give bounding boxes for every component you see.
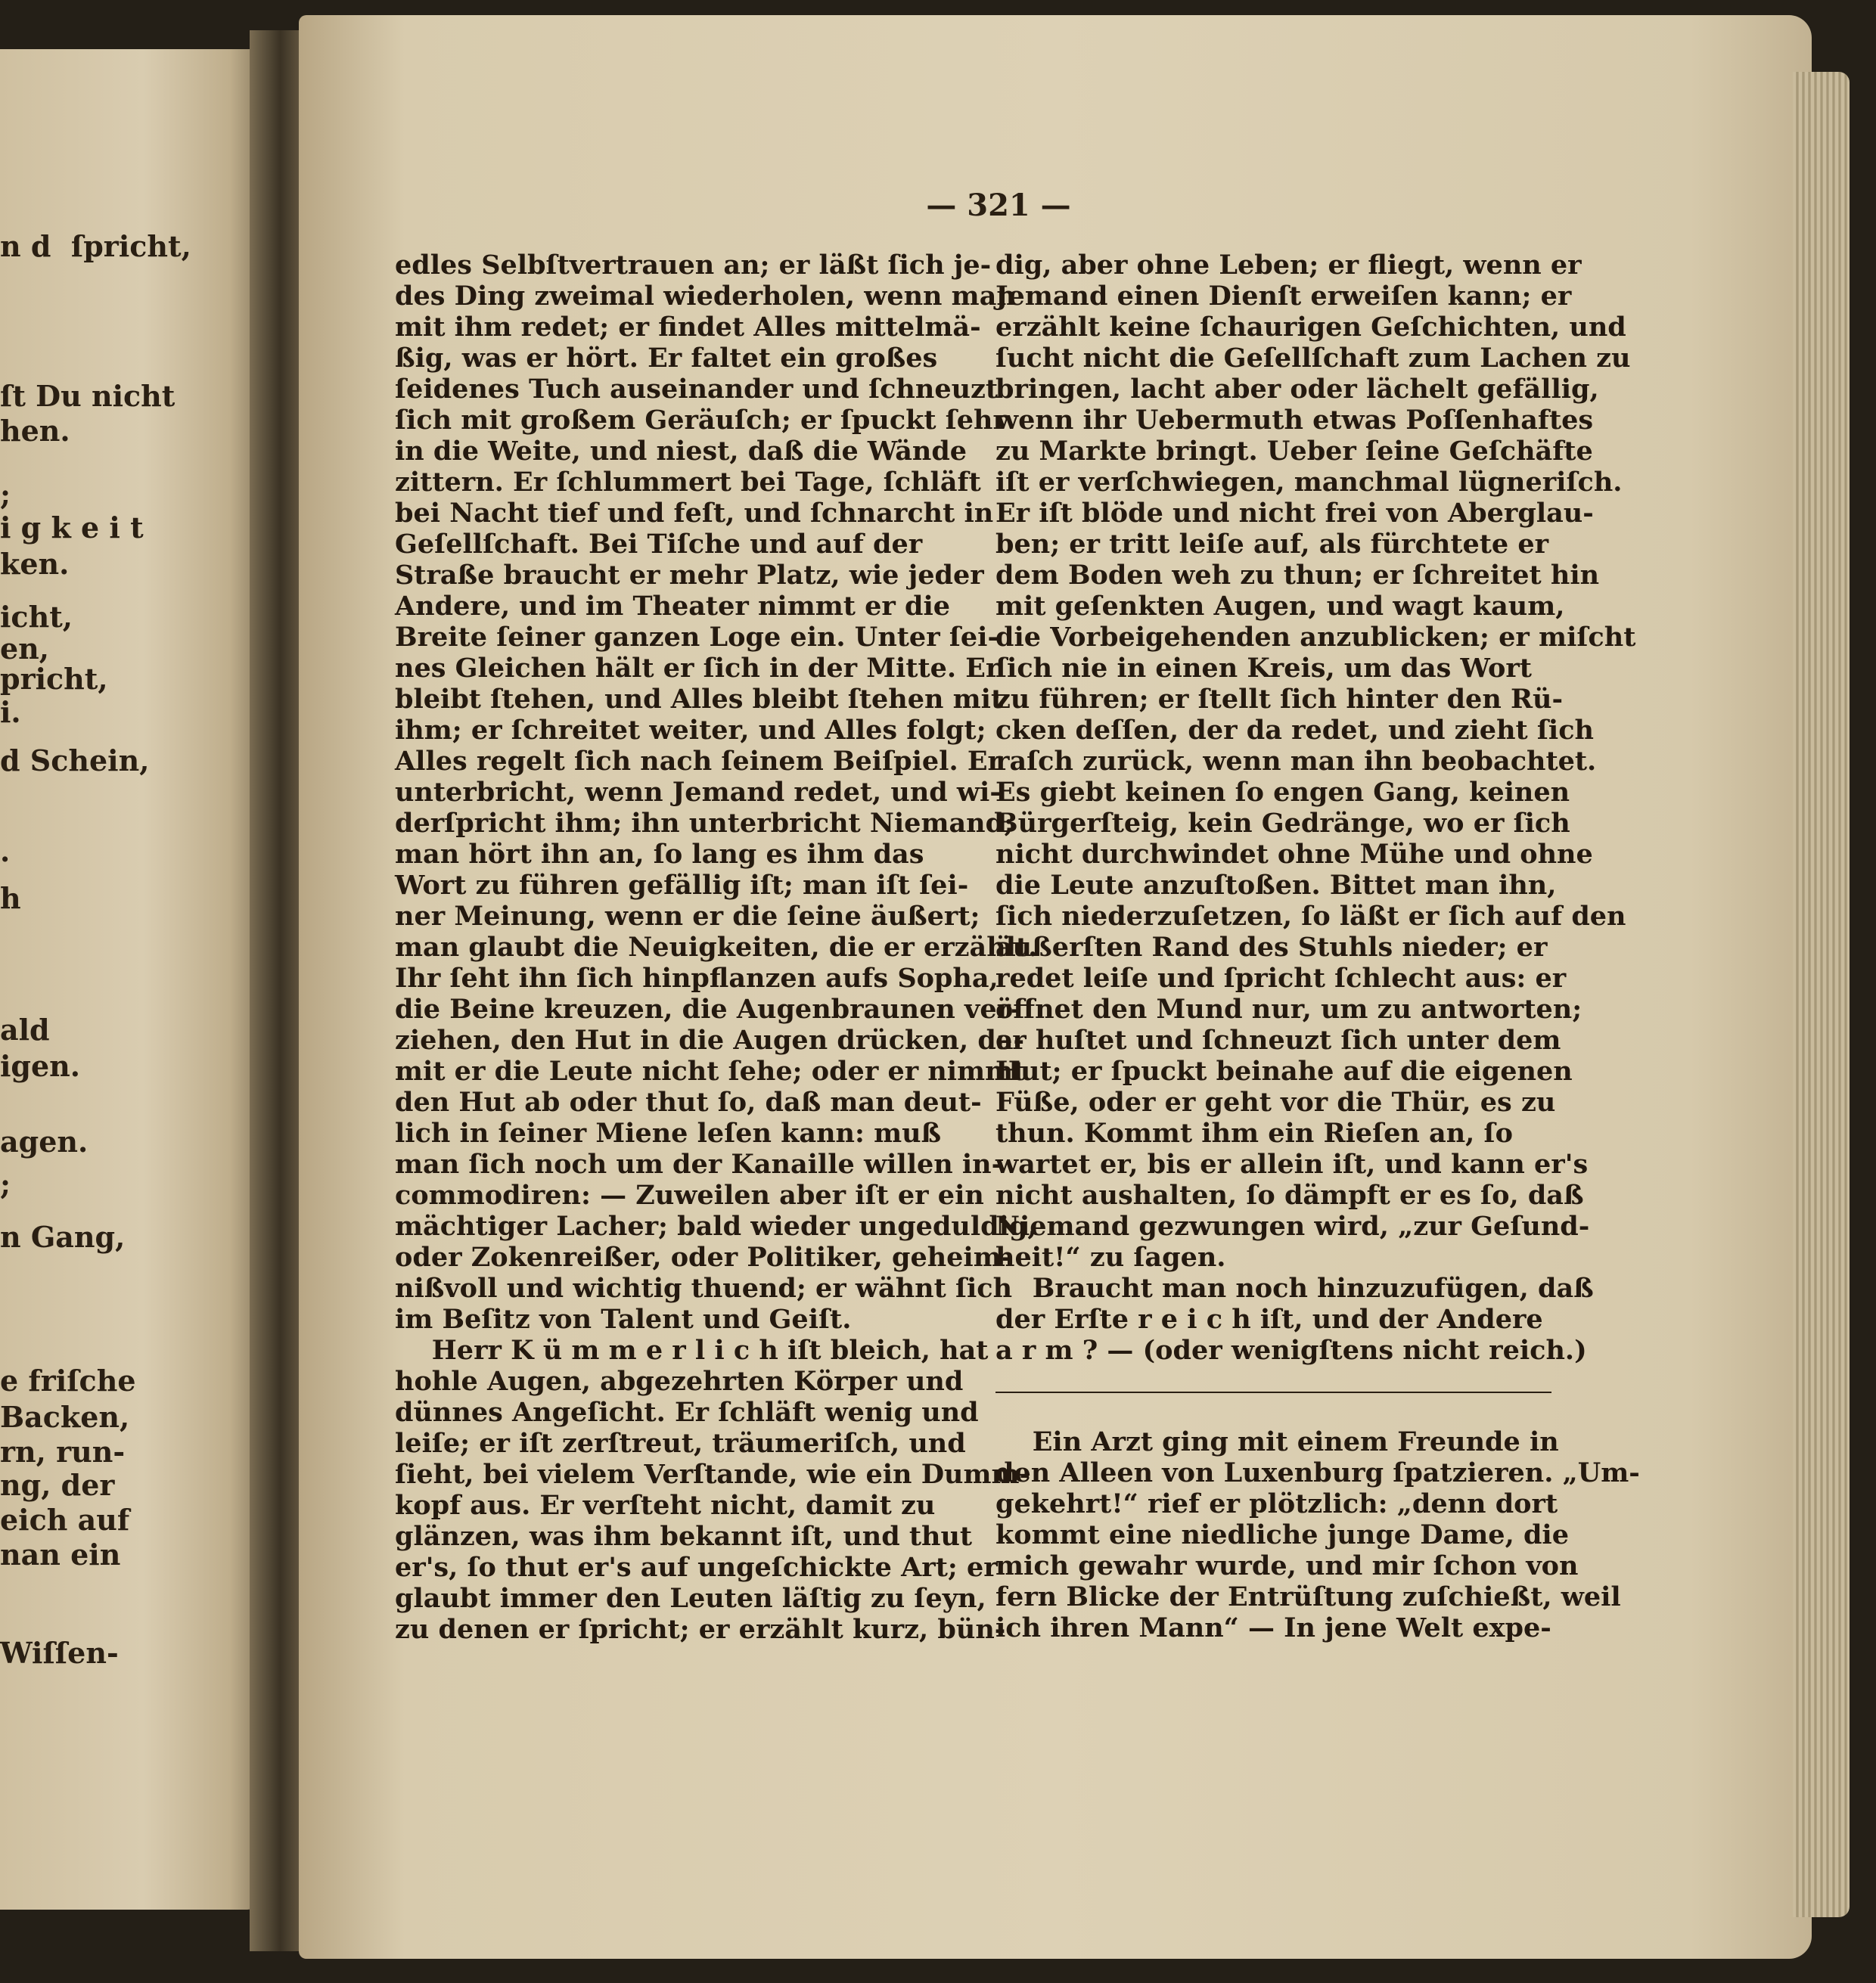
text-line: fern Blicke der Entrüſtung zuſchießt, weil	[995, 1581, 1621, 1612]
text-line: glaubt immer den Leuten läſtig zu ſeyn,	[395, 1583, 986, 1614]
left-page-fragment: i g k e i t	[0, 510, 144, 545]
text-line: kopf aus. Er verſteht nicht, damit zu	[395, 1490, 936, 1521]
text-line: ſeidenes Tuch auseinander und ſchneuzt	[395, 374, 999, 405]
left-page-fragment: ;	[0, 477, 11, 511]
left-page-fragment: ;	[0, 1167, 11, 1201]
text-line: öffnet den Mund nur, um zu antworten;	[995, 994, 1582, 1025]
text-line: erzählt keine ſchaurigen Geſchichten, und	[995, 312, 1626, 343]
text-line: Bürgerſteig, kein Gedränge, wo er ſich	[995, 808, 1570, 839]
text-line: bleibt ſtehen, und Alles bleibt ſtehen mit	[395, 684, 1004, 715]
text-line: hohle Augen, abgezehrten Körper und	[395, 1366, 964, 1397]
left-page-fragment: icht,	[0, 600, 73, 634]
left-page-fragment: en,	[0, 632, 50, 666]
page-edges	[1793, 72, 1850, 1917]
left-page-fragment: hen.	[0, 414, 70, 448]
text-line: nicht aushalten, ſo dämpft er es ſo, daß	[995, 1180, 1584, 1211]
text-line: commodiren: — Zuweilen aber iſt er ein	[395, 1180, 984, 1211]
left-page-fragment: eich auf	[0, 1503, 130, 1537]
text-line: a r m ? — (oder wenigſtens nicht reich.)	[995, 1335, 1587, 1366]
text-line: nes Gleichen hält er ſich in der Mitte. Er	[395, 653, 1000, 684]
text-line: wartet er, bis er allein iſt, und kann er's	[995, 1149, 1589, 1180]
text-line: Straße braucht er mehr Platz, wie jeder	[395, 560, 984, 591]
left-page-fragment: ken.	[0, 547, 70, 581]
text-line: cken deſſen, der da redet, und zieht ſich	[995, 715, 1594, 746]
text-line: edles Selbſtvertrauen an; er läßt ſich je-	[395, 250, 992, 281]
text-line: nicht durchwindet ohne Mühe und ohne	[995, 839, 1593, 870]
text-line: ſieht, bei vielem Verſtande, wie ein Dumm-	[395, 1459, 1031, 1490]
left-page-fragment: ſt Du nicht	[0, 379, 175, 413]
text-line: raſch zurück, wenn man ihn beobachtet.	[995, 746, 1597, 777]
left-page-fragment: .	[0, 834, 11, 868]
text-line: Wort zu führen gefällig iſt; man iſt ſei-	[395, 870, 969, 901]
text-line: die Beine kreuzen, die Augenbraunen ver-	[395, 994, 1022, 1025]
text-line: glänzen, was ihm bekannt iſt, und thut	[395, 1521, 973, 1552]
section-divider	[995, 1392, 1551, 1393]
text-line: der Erſte r e i c h iſt, und der Andere	[995, 1304, 1543, 1335]
left-page-fragment: i.	[0, 695, 21, 729]
text-line: er's, ſo thut er's auf ungeſchickte Art; er	[395, 1552, 998, 1583]
text-line: Ihr ſeht ihn ſich hinpflanzen aufs Sopha,	[395, 963, 999, 994]
left-page-fragment: Wiſſen-	[0, 1636, 119, 1670]
text-line: dem Boden weh zu thun; er ſchreitet hin	[995, 560, 1600, 591]
text-line: gekehrt!“ rief er plötzlich: „denn dort	[995, 1488, 1558, 1519]
text-line: Er iſt blöde und nicht frei von Aberglau-	[995, 498, 1594, 529]
text-line: wenn ihr Uebermuth etwas Poſſenhaftes	[995, 405, 1594, 436]
text-line: redet leiſe und ſpricht ſchlecht aus: er	[995, 963, 1567, 994]
left-page-fragment: rn, run-	[0, 1435, 126, 1469]
text-line: zittern. Er ſchlummert bei Tage, ſchläft	[395, 467, 981, 498]
text-line: ſich mit großem Geräuſch; er ſpuckt ſehr	[395, 405, 1007, 436]
text-line: ich ihren Mann“ — In jene Welt expe-	[995, 1612, 1551, 1643]
text-line: ſich niederzuſetzen, ſo läßt er ſich auf den	[995, 901, 1626, 932]
text-line: mich gewahr wurde, und mir ſchon von	[995, 1550, 1579, 1581]
text-line: dünnes Angeſicht. Er ſchläft wenig und	[395, 1397, 979, 1428]
text-line: kommt eine niedliche junge Dame, die	[995, 1519, 1569, 1550]
text-column-left	[395, 250, 1038, 1645]
text-line: die Leute anzuſtoßen. Bittet man ihn,	[995, 870, 1557, 901]
text-line: ßig, was er hört. Er faltet ein großes	[395, 343, 938, 374]
text-line: oder Zokenreißer, oder Politiker, geheim-	[395, 1242, 1013, 1273]
text-line: bei Nacht tief und feſt, und ſchnarcht in	[395, 498, 994, 529]
text-line: Alles regelt ſich nach ſeinem Beiſpiel. Er	[395, 746, 1002, 777]
text-line: zu denen er ſpricht; er erzählt kurz, bün-	[395, 1614, 1006, 1645]
text-line: dig, aber ohne Leben; er fliegt, wenn er	[995, 250, 1582, 281]
text-line: ben; er tritt leiſe auf, als fürchtete er	[995, 529, 1549, 560]
text-line: unterbricht, wenn Jemand redet, und wi-	[395, 777, 1001, 808]
left-page-fragment: igen.	[0, 1049, 81, 1083]
text-line: Füße, oder er geht vor die Thür, es zu	[995, 1087, 1556, 1118]
left-page-fragment: ald	[0, 1013, 50, 1047]
text-line: in die Weite, und niest, daß die Wände	[395, 436, 968, 467]
text-line: zu führen; er ſtellt ſich hinter den Rü-	[995, 684, 1564, 715]
text-line: des Ding zweimal wiederholen, wenn man	[395, 281, 1016, 312]
text-line: thun. Kommt ihm ein Rieſen an, ſo	[995, 1118, 1513, 1149]
text-line: Andere, und im Theater nimmt er die	[395, 591, 951, 622]
text-line: mit geſenkten Augen, und wagt kaum,	[995, 591, 1565, 622]
text-line: mit ihm redet; er findet Alles mittelmä-	[395, 312, 981, 343]
left-page-fragment: h	[0, 881, 21, 915]
text-line: lich in ſeiner Miene leſen kann: muß	[395, 1118, 942, 1149]
left-page-text-fragments	[0, 0, 261, 1983]
text-line: iſt er verſchwiegen, manchmal lügneriſch.	[995, 467, 1623, 498]
left-page-fragment: e friſche	[0, 1364, 136, 1398]
left-page-fragment: n Gang,	[0, 1220, 126, 1254]
text-line: zu Markte bringt. Ueber ſeine Geſchäfte	[995, 436, 1593, 467]
text-line: leiſe; er iſt zerſtreut, träumeriſch, und	[395, 1428, 966, 1459]
text-line: ihm; er ſchreitet weiter, und Alles folgt;	[395, 715, 986, 746]
column-right-upper	[995, 250, 1636, 1366]
text-line: Hut; er ſpuckt beinahe auf die eigenen	[995, 1056, 1573, 1087]
text-line: Herr K ü m m e r l i c h iſt bleich, hat	[395, 1335, 989, 1366]
text-line: er huſtet und ſchneuzt ſich unter dem	[995, 1025, 1561, 1056]
left-page-fragment: nan ein	[0, 1538, 121, 1572]
text-line: mit er die Leute nicht ſehe; oder er nimmt	[395, 1056, 1026, 1087]
text-line: den Alleen von Luxenburg ſpatzieren. „Um-	[995, 1457, 1640, 1488]
text-line: äußerſten Rand des Stuhls nieder; er	[995, 932, 1548, 963]
left-page-fragment: n d ſpricht,	[0, 229, 191, 263]
left-page-fragment: Backen,	[0, 1400, 130, 1434]
text-line: bringen, lacht aber oder lächelt gefällig,	[995, 374, 1599, 405]
left-page-fragment: agen.	[0, 1125, 89, 1159]
page-number: — 321 —	[926, 188, 1071, 223]
left-page-fragment: ng, der	[0, 1468, 115, 1502]
text-line: Braucht man noch hinzuzufügen, daß	[995, 1273, 1594, 1304]
left-page-fragment: d Schein,	[0, 743, 150, 777]
text-line: derſpricht ihm; ihn unterbricht Niemand;	[395, 808, 1014, 839]
text-line: ſich nie in einen Kreis, um das Wort	[995, 653, 1532, 684]
left-page-fragment: pricht,	[0, 662, 108, 696]
text-line: man hört ihn an, ſo lang es ihm das	[395, 839, 924, 870]
text-line: nißvoll und wichtig thuend; er wähnt ſich	[395, 1273, 1013, 1304]
text-line: Es giebt keinen ſo engen Gang, keinen	[995, 777, 1570, 808]
text-line: man glaubt die Neuigkeiten, die er erzählt.	[395, 932, 1038, 963]
text-line: Jemand einen Dienſt erweiſen kann; er	[995, 281, 1572, 312]
text-line: man ſich noch um der Kanaille willen in-	[395, 1149, 1003, 1180]
text-line: Niemand gezwungen wird, „zur Geſund-	[995, 1211, 1590, 1242]
text-column-right	[995, 250, 1640, 1643]
text-line: ſucht nicht die Geſellſchaft zum Lachen zu	[995, 343, 1631, 374]
column-right-lower	[995, 1426, 1640, 1643]
text-line: heit!“ zu ſagen.	[995, 1242, 1226, 1273]
text-line: ner Meinung, wenn er die ſeine äußert;	[395, 901, 980, 932]
text-line: ziehen, den Hut in die Augen drücken, da-	[395, 1025, 1025, 1056]
text-line: Breite ſeiner ganzen Loge ein. Unter ſei-	[395, 622, 999, 653]
text-line: im Beſitz von Talent und Geiſt.	[395, 1304, 852, 1335]
text-line: Ein Arzt ging mit einem Freunde in	[995, 1426, 1559, 1457]
text-line: mächtiger Lacher; bald wieder ungeduldig,	[395, 1211, 1037, 1242]
text-line: den Hut ab oder thut ſo, daß man deut-	[395, 1087, 982, 1118]
text-line: Geſellſchaft. Bei Tiſche und auf der	[395, 529, 923, 560]
text-line: die Vorbeigehenden anzublicken; er miſcht	[995, 622, 1636, 653]
